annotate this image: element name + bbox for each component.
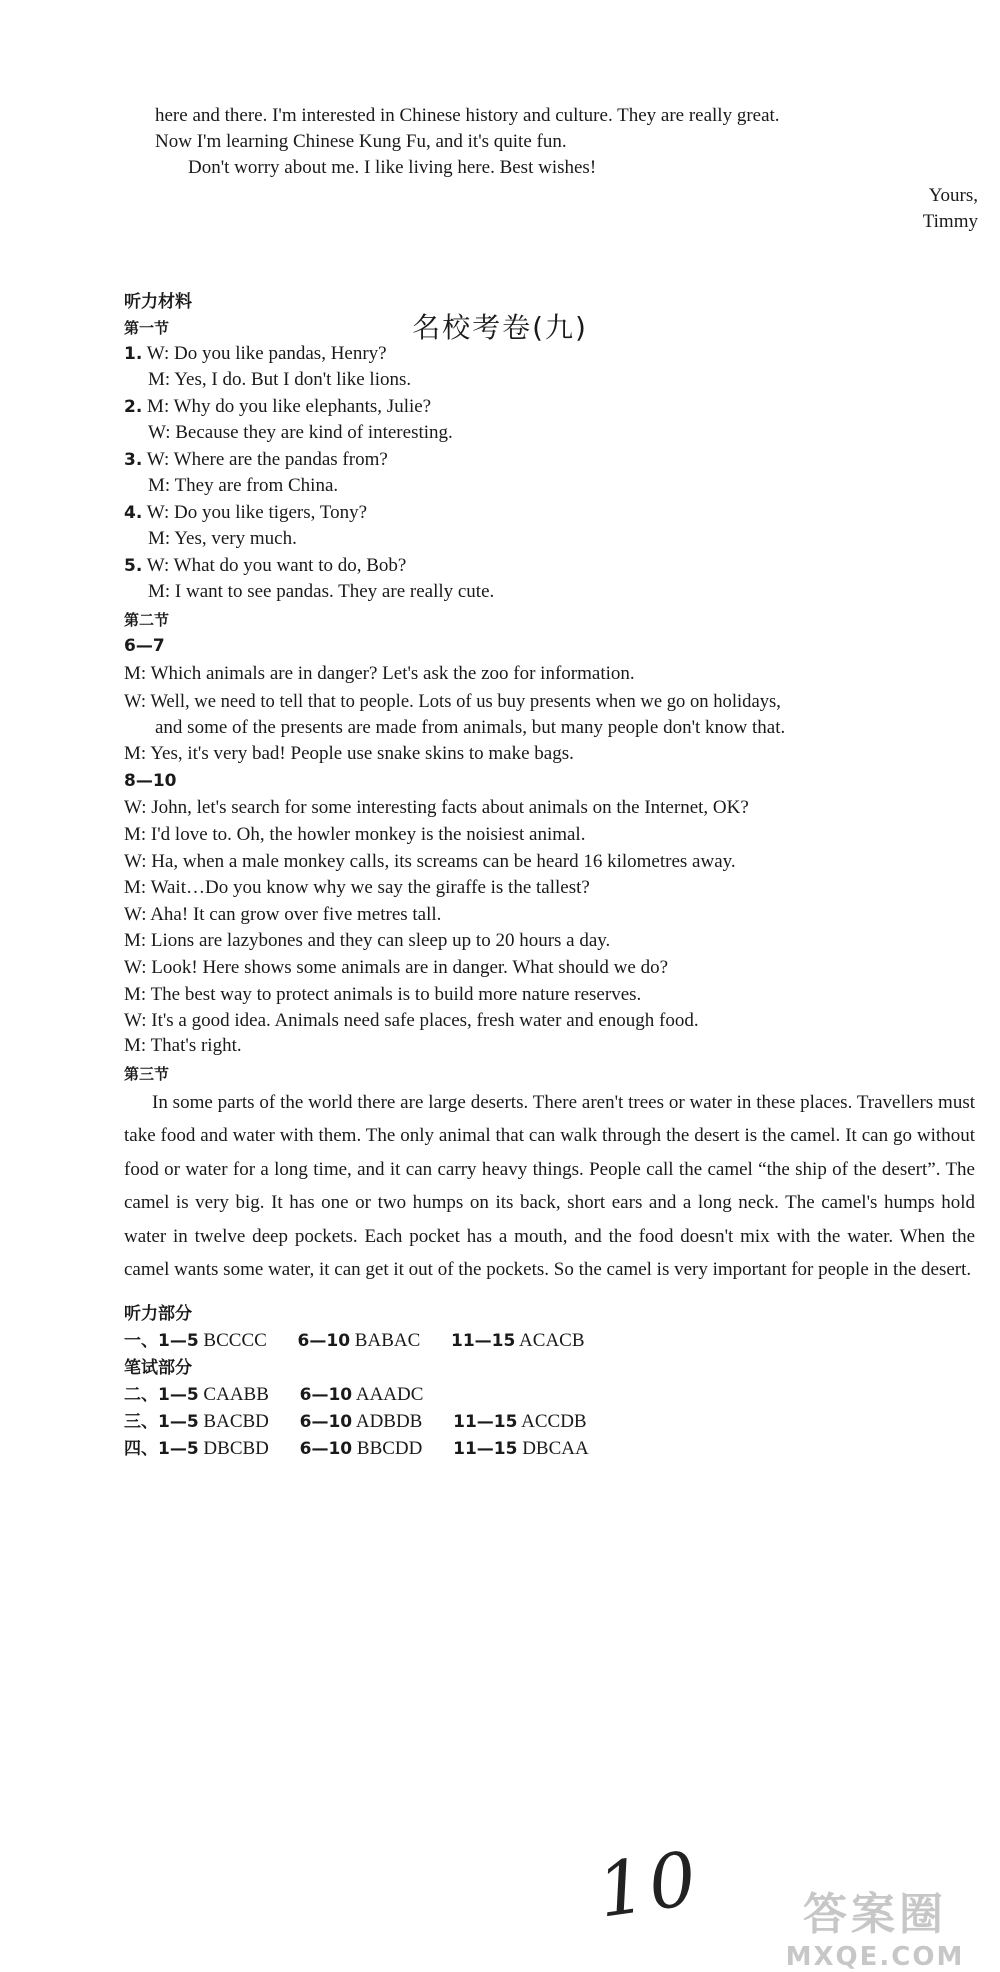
listening-heading: 听力材料 [124,292,192,312]
handwritten-mark: 10 [592,1835,706,1935]
answer-label: 四、1—5 [124,1439,199,1459]
answer-label: 6—10 [297,1331,351,1351]
answer-label: 11—15 [453,1412,518,1432]
answer-key: BABAC [354,1330,421,1351]
dialogue-line: W: Do you like pandas, Henry? [146,343,387,364]
dialogue-5-a [124,554,406,578]
answer-key: DBCAA [522,1438,589,1459]
answer-key: ACACB [519,1330,585,1351]
answer-key: BACBD [203,1411,269,1432]
dialogue-line: W: John, let's search for some interesting facts about animals on the Internet, OK? [124,797,749,818]
answer-row-1 [124,1329,585,1353]
item-number: 1. [124,344,143,364]
answer-key: CAABB [203,1384,269,1405]
answer-key: BBCDD [356,1438,423,1459]
watermark-logo [760,1878,990,1972]
dialogue-4-b: M: Yes, very much. [148,528,297,549]
answer-row-2 [124,1383,423,1407]
answer-label: 三、1—5 [124,1412,199,1432]
answer-label: 6—10 [299,1412,353,1432]
dialogue-5-b: M: I want to see pandas. They are really cute. [148,581,495,602]
dialogue-line: M: The best way to protect animals is to build more nature reserves. [124,984,642,1005]
dialogue-3-b: M: They are from China. [148,475,339,496]
item-number: 5. [124,556,143,576]
dialogue-line: W: Do you like tigers, Tony? [146,502,368,523]
dialogue-line: M: Wait…Do you know why we say the giraffe is the tallest? [124,877,590,898]
answer-key: AAADC [355,1384,424,1405]
dialogue-line: W: It's a good idea. Animals need safe places, fresh water and enough food. [124,1010,699,1031]
letter-line-3: Don't worry about me. I like living here. Best wishes! [188,157,597,178]
dialogue-line: W: Aha! It can grow over five metres tall. [124,904,442,925]
dialogue-line: W: Where are the pandas from? [146,449,388,470]
group-8-10-label: 8—10 [124,771,177,791]
dialogue-line: W: Ha, when a male monkey calls, its screams can be heard 16 kilometres away. [124,851,736,872]
dialogue-line: W: Look! Here shows some animals are in danger. What should we do? [124,957,668,978]
dialogue-line: W: Well, we need to tell that to people. Lots of us buy presents when we go on holidays, [124,691,781,712]
answer-row-4 [124,1437,589,1461]
answer-label: 6—10 [299,1385,353,1405]
dialogue-line: M: Which animals are in danger? Let's ask the zoo for information. [124,663,635,684]
dialogue-line: M: I'd love to. Oh, the howler monkey is the noisiest animal. [124,824,586,845]
item-number: 3. [124,450,143,470]
dialogue-2-a [124,395,431,419]
answer-label: 一、1—5 [124,1331,199,1351]
section1-heading: 第一节 [124,319,170,337]
dialogue-line: M: Yes, it's very bad! People use snake skins to make bags. [124,743,574,764]
listening-part-heading: 听力部分 [124,1304,192,1324]
answer-label: 11—15 [453,1439,518,1459]
answer-row-3 [124,1410,587,1434]
dialogue-line: M: Why do you like elephants, Julie? [147,396,432,417]
dialogue-1-b: M: Yes, I do. But I don't like lions. [148,369,412,390]
answer-label: 6—10 [299,1439,353,1459]
section3-heading: 第三节 [124,1065,170,1083]
page-title: 名校考卷(九) [412,311,588,344]
dialogue-1-a [124,342,387,366]
answer-label: 二、1—5 [124,1385,199,1405]
dialogue-2-b: W: Because they are kind of interesting. [148,422,453,443]
answer-key: ACCDB [521,1411,587,1432]
watermark-url: MXQE.COM [785,1942,965,1972]
dialogue-line: M: That's right. [124,1035,242,1056]
written-part-heading: 笔试部分 [124,1358,192,1378]
letter-line-1: here and there. I'm interested in Chinese history and culture. They are really great. [155,105,780,126]
letter-closing: Yours, [928,185,978,206]
item-number: 4. [124,503,143,523]
group-6-7-label: 6—7 [124,636,165,656]
answer-key: ADBDB [355,1411,423,1432]
dialogue-line: W: What do you want to do, Bob? [146,555,407,576]
answer-label: 11—15 [451,1331,516,1351]
answer-key: DBCBD [203,1438,269,1459]
dialogue-line: M: Lions are lazybones and they can sleep up to 20 hours a day. [124,930,611,951]
dialogue-4-a [124,501,367,525]
dialogue-line: and some of the presents are made from animals, but many people don't know that. [155,717,786,738]
watermark-text: 答案圈 [803,1889,947,1940]
letter-signature: Timmy [922,211,978,232]
section2-heading: 第二节 [124,611,170,629]
passage-paragraph: In some parts of the world there are large deserts. There aren't trees or water in these places. Travellers must take food and water with them. The only animal that can walk through the desert is the camel. It can go without food or water for a long time, and it can carry heavy things. People call the camel “the ship of the desert”. The camel is very big. It has one or two humps on its back, short ears and a long neck. The camel's humps hold water in twelve deep pockets. Each pocket has a mouth, and the food doesn't mix with the water. When the camel wants some water, it can get it out of the pockets. So the camel is very important for people in the desert. [124,1092,975,1281]
item-number: 2. [124,397,143,417]
answer-key: BCCCC [203,1330,267,1351]
letter-line-2: Now I'm learning Chinese Kung Fu, and it's quite fun. [155,131,567,152]
dialogue-3-a [124,448,388,472]
